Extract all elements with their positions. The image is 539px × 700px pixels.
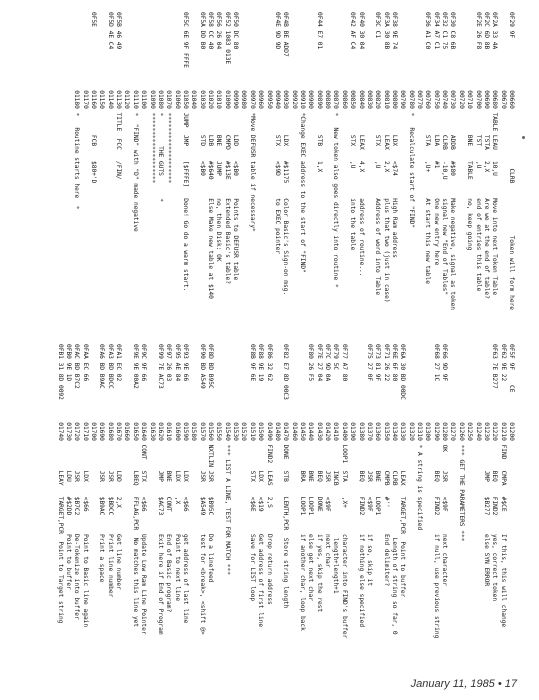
listing-line: 0F79 5C 01410 INCB length+length+1 [332, 344, 340, 594]
listing-line: 00960 [257, 12, 265, 109]
listing-column-right [55, 344, 515, 669]
listing-line: 01070 ******************* [165, 12, 173, 184]
listing-line: 00860 [340, 12, 348, 109]
listing-line: 01260 *** GET THE PARAMETERS *** [457, 344, 465, 542]
listing-line: 01110 * "FIND" with "D" made negative [131, 12, 139, 232]
listing-line: 00900 [307, 12, 315, 109]
listing-line: 0F44 E7 01 00890 STB 1,X [315, 12, 323, 173]
listing-line: 01540 *** LIST A LINE, TEST FOR MATCH *** [223, 344, 231, 575]
listing-line: 00950 [265, 12, 273, 109]
listing-line: 01060 [173, 12, 181, 109]
listing-line: 0F7C 9D 0A 01420 JSR <$9F next char [324, 344, 332, 568]
listing-line: 0F97 26 03 01610 BNE CONT End of Basic program? [165, 344, 173, 613]
listing-line: 0F36 A1 C0 00760 STA ,U+ At start this new table [424, 12, 432, 284]
listing-line: 0FA3 BD BDCC 01680 JSR $BDCC Print line number [106, 344, 114, 598]
listing-line: 0F50 DC 80 00990 LDD <$B0 Points to DEFUSR table [232, 12, 240, 281]
listing-line: 01310 * A string is specified [416, 344, 424, 531]
listing-line: 0F82 E7 8D 00C3 01470 DONE STB LENTH,PCR Store string length [282, 344, 290, 609]
listing-line: 0F73 81 9F 01360 BNE LOOP1 [374, 344, 382, 534]
listing-line: 0F5B 46 49 01130 TITLE FCC /FIN/ [115, 12, 123, 180]
listing-line: 0F5C 6E 9F FFFE 01050 JUMP JMP [$FFFE] Done! Go do a warm start. [181, 12, 189, 292]
listing-line: 00980 [240, 12, 248, 109]
listing-line: 00920 [290, 12, 298, 109]
listing-line: 0F56 26 04 01010 BNE JUMP no, then Disk: OK [215, 12, 223, 262]
listing-line: 01090 ******************* [148, 12, 156, 184]
listing-line: 01700 [90, 344, 98, 441]
listing-line: 01380 BEQ FIND2 if nothing else specified [357, 344, 365, 628]
listing-line: 01230 JMP $B277 else SYN ERROR [482, 344, 490, 587]
listing-line: 0F75 27 0F 01370 JSR <$9F if so, skip it [365, 344, 373, 587]
listing-line: 0F7E 27 04 01430 BEQ DONE if yes, skip the rest [315, 344, 323, 613]
listing-line: 00780 * Recalculate start of "FIND" [407, 12, 415, 229]
listing-line: 00720 [457, 12, 465, 109]
listing-line: 01630 [148, 344, 156, 441]
listing-line: 01660 [123, 344, 131, 441]
listing-line: 0F66 9D 9F 01280 OK JSR <$9F next character [441, 344, 449, 587]
listing-line: 00970 *Move DEFUSR table if necessary* [248, 12, 256, 232]
listing-line: 0F9C 9F 66 01640 CONT STX <$66 Update Low Ram Line Pointer [140, 344, 148, 635]
listing-line: 0F95 AE 84 01600 LDX ,X Point to next line [173, 344, 181, 602]
listing-line: 0F5A DD B0 01030 STD <$B0 [198, 12, 206, 176]
listing-line: 01250 [466, 344, 474, 441]
listing-column-left [72, 12, 515, 338]
listing-line: 0F8D BD B95C 01560 NXTLIN JSR $B95C Do a linefeed [207, 344, 215, 583]
listing-line: 0F4E 9D 9D 00940 STX <$9D to EXEC pointer [273, 12, 281, 255]
listing-line: 0FA6 BD B9AC 01690 JSR $B9AC Print a space [98, 344, 106, 583]
listing-line: 01170 [81, 12, 89, 109]
listing-line: 0F5F 9F CE 01200 [508, 344, 515, 441]
listing-line: 0F62 9E 22 01210 FIND CMPA #$CE If this, this will change [499, 344, 507, 628]
listing-line: 01040 [190, 12, 198, 109]
listing-line: 0FB0 9E 1D 01730 LDU #$2DD Point to buffer [64, 344, 72, 590]
listing-line: 01240 [474, 344, 482, 441]
listing-line: 00670 [499, 12, 507, 109]
listing-line: 0F5E 01160 FCB $80+'D [90, 12, 98, 184]
listing-line: 01550 [215, 344, 223, 441]
listing-line: 0F58 CC 40 01020 LDB #$640 Else Make new table at $140 [207, 12, 215, 299]
listing-line: 01520 [240, 344, 248, 441]
listing-line: 0F86 32 62 01490 FIND2 LEAS 2,S Drop return address [265, 344, 273, 605]
listing-line: 0F63 7E B277 01220 BEQ FIND2 yes, correct token [491, 344, 499, 602]
listing-line: 0F99 7E AC73 01620 JMP $AC73 Exit here if End of Program [156, 344, 164, 635]
listing-line: 0F52 1083 013E 01000 CMPD #$13E Extended Basic's table? [223, 12, 231, 284]
page-footer-date-number: January 11, 1985 • 17 [410, 678, 517, 690]
listing-line: 01450 BRA LOOP1 if another char, loop back [299, 344, 307, 631]
listing-line: 01460 [290, 344, 298, 441]
listing-line: 00770 [416, 12, 424, 109]
listing-line: 0F2C 6D 8B 00690 TSTA 2,X Are we at the end of table? [482, 12, 490, 299]
listing-line: 01320 [407, 344, 415, 441]
listing-line: 01150 [98, 12, 106, 109]
margin-dot [522, 136, 525, 139]
listing-line: 0FA1 EC 02 01670 LDD 2,X Get line number [115, 344, 123, 590]
listing-line: 0F42 AF C4 00850 STX ,U into the table [349, 12, 357, 251]
listing-line: 0F77 A7 80 01400 LOOP1 STA ,X+ character into FIND's buffer [340, 344, 348, 639]
listing-line: 0FB1 31 8D 0092 01740 LEAY TARGET,PCR Point to Target string [56, 344, 64, 624]
listing-line: 0F6A 30 BD 00DC 01330 LEAX TARGET,PCR Point to buffer [399, 344, 407, 598]
listing-line: 0F2A 33 4A 00680 TABLE LEAU 10,U Move into next Token Table [491, 12, 499, 296]
listing-line: 01180 * Routine starts here * [73, 12, 81, 210]
listing-line: 0F2E 26 F8 00700 TST ,U end of entries this table [474, 12, 482, 292]
listing-line: 0F4B BE ADD7 00930 LDX #$1175 Color Basic's Sign-on msg. [282, 12, 290, 296]
listing-line: 01530 [232, 344, 240, 441]
listing-line: 0F3C C1 00820 STX ,U Address of word into Table [374, 12, 382, 296]
listing-line: 0F90 BD A549 01570 JSR $A549 test for <break>, <shift @> [198, 344, 206, 635]
listing-line: 01080 * THE GUTS * [156, 12, 164, 202]
listing-line: 0F34 A7 C1 00750 LDA #1 One new entry here [432, 12, 440, 266]
listing-line: 0F5D 4E C4 01140 [106, 12, 114, 109]
listing-line: 0F88 9E 19 01500 LDX <$19 Get address of first line [257, 344, 265, 628]
listing-line: 0F38 9E 74 00800 LDX <$74 High Ram address [390, 12, 398, 258]
listing-line: 0F3A 30 8B 00810 LEAX 2,X plus that two (just in case) [382, 12, 390, 303]
listing-line: 01480 [273, 344, 281, 441]
listing-line: 00870 * New token also goes directly into routine * [332, 12, 340, 288]
listing-line: 0F80 26 F5 01440 BNE LOOP1 else get next char [307, 344, 315, 602]
listing-line: 01390 [349, 344, 357, 441]
listing-line: 0FAC BD B7C2 01720 JSR $B7C2 De-Tokenize into buffer [73, 344, 81, 620]
listing-line: 0F32 C1 75 00740 CLRB -10,U signal new "End of Tables" [441, 12, 449, 296]
listing-line: 0F29 9F 00660 CLRB Token will form here [508, 12, 515, 311]
listing-line: 01100 [140, 12, 148, 109]
listing-line: 0F40 30 04 00840 LEAX 4,X address of routine... [357, 12, 365, 277]
listing-line: 00710 BNE TABLE no, keep going [466, 12, 474, 251]
listing-line: 0F30 C8 6B 00730 ADDB #$80 Make negative, signal as token [449, 12, 457, 311]
listing-line: 0F6E 6F 80 01340 CLRB Length of string so far, 0 [390, 344, 398, 635]
listing-line: 0FAA EC 66 01710 LDX <$66 Point to Basic line again [81, 344, 89, 628]
listing-line: 01300 [424, 344, 432, 441]
listing-line: 01120 [123, 12, 131, 109]
listing-line: 0F9E 9E 00A2 01650 LBEQ FFLAG,PCR No matches this line yet [131, 344, 139, 628]
listing-line: 00830 [365, 12, 373, 109]
listing-line: 00910 *Change EXEC address to the start of "FIND" [299, 12, 307, 273]
listing-line: 0F93 9E 66 01590 LDX <$66 get address of last line [181, 344, 189, 624]
listing-line: 0F68 27 1C 01290 BEQ FIND2 if null, use previous string [432, 344, 440, 639]
listing-line: 0F8B 9F 6E 01510 STX <$6E Save for LIST loop [248, 344, 256, 602]
listing-line: 0F71 26 22 01350 CMPB #'' End delimiter? [382, 344, 390, 587]
listing-line: 01270 [449, 344, 457, 441]
listing-line: 00790 [399, 12, 407, 109]
listing-line: 01580 [190, 344, 198, 441]
listing-line: 00880 [324, 12, 332, 109]
rotated-program-listing [47, 6, 515, 669]
